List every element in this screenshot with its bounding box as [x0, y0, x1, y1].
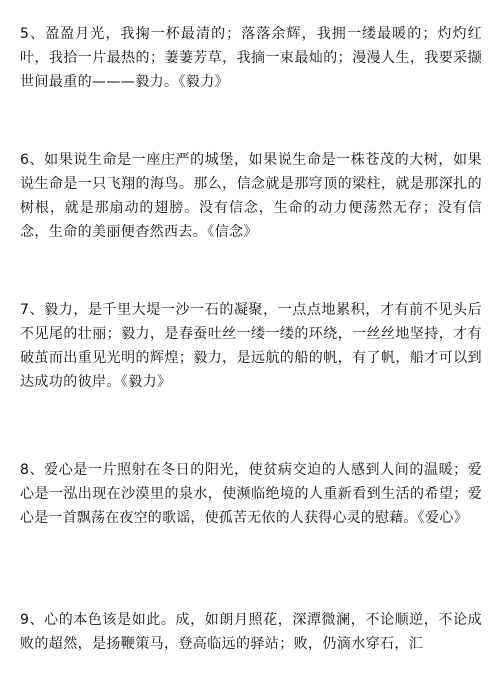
paragraph-7 [20, 298, 482, 394]
paragraph-text: 6、如果说生命是一座庄严的城堡，如果说生命是一株苍茂的大树，如果说生命是一只飞翔的海鸟。那么，信念就是那穹顶的梁柱，就是那深扎的树根，就是那扇动的翅膀。没有信念，生命的动力便荡然无存；没有信念，生命的美丽便杳然西去。 [20, 152, 482, 240]
paragraph-source: 《爱心》 [417, 510, 469, 526]
paragraph-source: 《毅力》 [178, 74, 230, 90]
paragraph-text: 8、爱心是一片照射在冬日的阳光，使贫病交迫的人感到人间的温暖；爱心是一泓出现在沙漠里的泉水，使濒临绝境的人重新看到生活的希望；爱心是一首飘荡在夜空的歌谣，使孤苦无依的人获得心灵的慰藉。 [20, 462, 482, 526]
paragraph-8 [20, 458, 482, 530]
paragraph-5 [20, 22, 482, 94]
paragraph-6 [20, 148, 482, 244]
paragraph-text: 5、盈盈月光，我掬一杯最清的；落落余辉，我拥一缕最暖的；灼灼红叶，我拾一片最热的；萋萋芳草，我摘一束最灿的；漫漫人生，我要采撷世间最重的———毅力。 [20, 26, 482, 90]
paragraph-9 [20, 608, 482, 656]
paragraph-text: 7、毅力，是千里大堤一沙一石的凝聚，一点点地累积，才有前不见头后不见尾的壮丽；毅力，是春蚕吐丝一缕一缕的环绕，一丝丝地坚持，才有破茧而出重见光明的辉煌；毅力，是远航的船的帆，有了帆，船才可以到达成功的彼岸。 [20, 302, 482, 390]
paragraph-text: 9、心的本色该是如此。成，如朗月照花，深潭微澜，不论顺逆，不论成败的超然，是扬鞭策马，登高临远的驿站；败，仍滴水穿石，汇 [20, 612, 482, 652]
paragraph-source: 《毅力》 [120, 374, 172, 390]
paragraph-source: 《信念》 [207, 224, 258, 240]
